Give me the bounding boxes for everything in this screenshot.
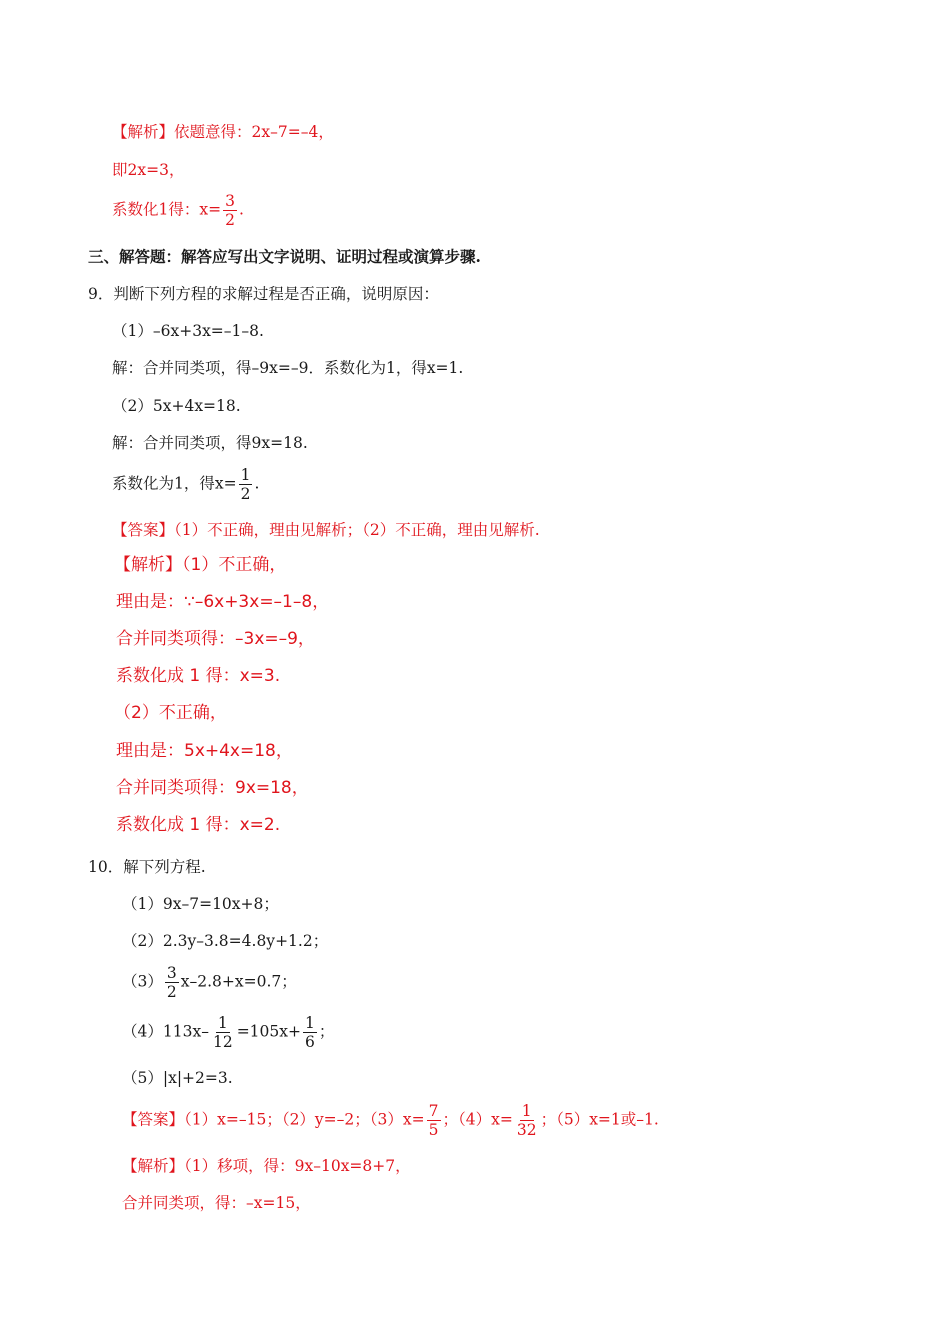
question-item: （1）9x–7=10x+8； bbox=[122, 895, 279, 913]
analysis-line: 合并同类项得：–3x=–9， bbox=[116, 629, 315, 649]
answer-line: 【答案】（1）不正确，理由见解析；（2）不正确，理由见解析. bbox=[112, 521, 540, 539]
question-title: 10．解下列方程. bbox=[88, 858, 206, 876]
analysis-line: 即2x=3， bbox=[112, 161, 185, 179]
question-item: （2）5x+4x=18. bbox=[112, 397, 241, 415]
fraction: $\frac{1}{2}$ bbox=[240, 466, 251, 503]
fraction: $\frac{3}{2}$ bbox=[166, 964, 177, 1001]
answer-line: 【答案】（1）x=–15；（2）y=–2；（3）x= $\frac{7}{5}$ ；（4）x= $\frac{1}{32}$ ；（5）x=1或–1. bbox=[122, 1102, 659, 1139]
analysis-line: 系数化成 1 得：x=2. bbox=[116, 815, 281, 835]
section-heading: 三、解答题：解答应写出文字说明、证明过程或演算步骤. bbox=[88, 247, 481, 266]
solution-line: 系数化为1，得x= $\frac{1}{2}$ . bbox=[112, 466, 260, 503]
fraction: $\frac{1}{12}$ bbox=[212, 1014, 233, 1051]
analysis-line: 【解析】依题意得：2x–7=–4， bbox=[112, 123, 334, 141]
analysis-line: 【解析】（1）不正确， bbox=[114, 555, 287, 575]
analysis-line: 系数化1得：x= $\frac{3}{2}$ . bbox=[112, 192, 244, 229]
analysis-line: 理由是：∵–6x+3x=–1–8， bbox=[116, 592, 330, 612]
question-title: 9．判断下列方程的求解过程是否正确，说明原因： bbox=[88, 285, 439, 303]
analysis-line: 合并同类项，得：–x=15， bbox=[122, 1194, 311, 1212]
fraction: $\frac{1}{6}$ bbox=[305, 1014, 315, 1051]
fraction: $\frac{1}{32}$ bbox=[516, 1102, 537, 1139]
question-item: （5）|x|+2=3. bbox=[122, 1069, 233, 1087]
question-item: （3） $\frac{3}{2}$ x–2.8+x=0.7； bbox=[122, 964, 297, 1001]
analysis-line: 理由是：5x+4x=18， bbox=[116, 741, 293, 761]
solution-line: 解：合并同类项，得–9x=–9．系数化为1，得x=1. bbox=[112, 359, 464, 377]
solution-line: 解：合并同类项，得9x=18. bbox=[112, 434, 308, 452]
fraction: $\frac{3}{2}$ bbox=[225, 192, 235, 229]
analysis-line: 【解析】（1）移项，得：9x–10x=8+7， bbox=[122, 1157, 411, 1175]
analysis-line: 合并同类项得：9x=18， bbox=[116, 778, 309, 798]
fraction: $\frac{7}{5}$ bbox=[428, 1102, 439, 1139]
analysis-line: （2）不正确， bbox=[114, 703, 227, 723]
question-item: （2）2.3y–3.8=4.8y+1.2； bbox=[122, 932, 329, 950]
analysis-line: 系数化成 1 得：x=3. bbox=[116, 666, 281, 686]
question-item: （4）113x– $\frac{1}{12}$ =105x+ $\frac{1}{6}$ ； bbox=[122, 1014, 335, 1051]
question-item: （1）–6x+3x=–1–8. bbox=[112, 322, 264, 340]
